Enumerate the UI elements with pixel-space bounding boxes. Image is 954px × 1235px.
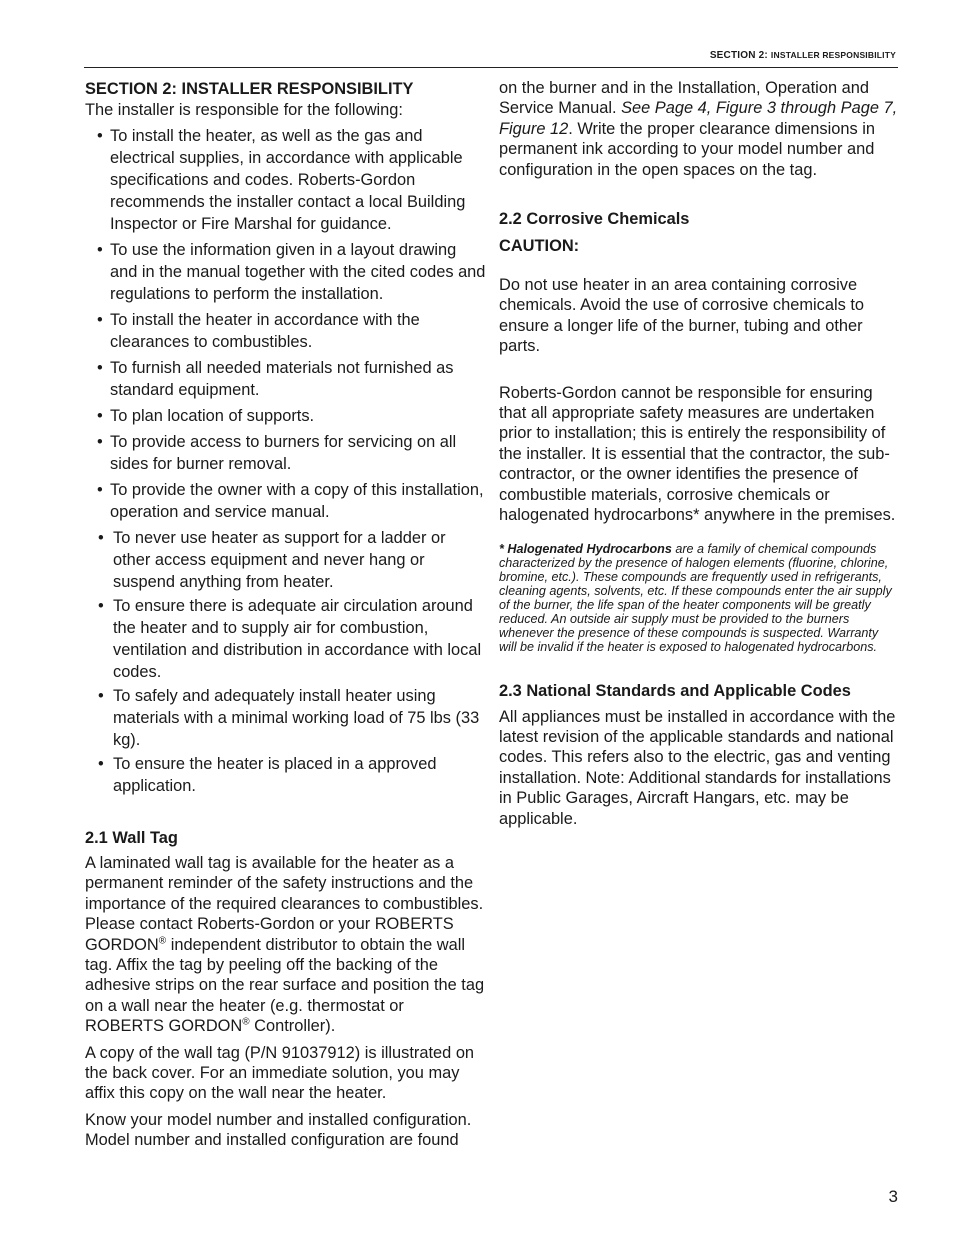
header-rule: [84, 67, 898, 68]
running-header: [710, 50, 896, 61]
section-intro: The installer is responsible for the following:: [85, 101, 403, 119]
list-item: • To ensure the heater is placed in a approved application.: [98, 755, 437, 795]
standards-heading: 2.3 National Standards and Applicable Codes: [499, 681, 851, 700]
corrosive-paragraph-2: Roberts-Gordon cannot be responsible for ensuring that all appropriate safety measures are undertaken prior to installation; this is entirely the responsibility of the installer. It is essential that the contractor, the sub-contractor, or the owner identifies the presence of combustible materials, corrosive chemicals or halogenated hydrocarbons* anywhere in the premises.: [499, 383, 896, 525]
list-item: • To provide the owner with a copy of this installation, operation and service manual.: [97, 481, 484, 521]
page-number: 3: [888, 1187, 898, 1206]
list-item: • To plan location of supports.: [97, 407, 315, 425]
list-item: • To ensure there is adequate air circulation around the heater and to supply air for combustion, ventilation and distribution in accordance with local codes.: [98, 597, 482, 681]
list-item: • To never use heater as support for a ladder or other access equipment and never hang or suspend anything from heater.: [98, 529, 446, 591]
wall-tag-paragraph-2: A copy of the wall tag (P/N 91037912) is illustrated on the back cover. For an immediate solution, you may affix this copy on the wall near the heater.: [85, 1043, 475, 1103]
wall-tag-paragraph-3: Know your model number and installed configuration. Model number and installed configuration are found: [85, 1110, 472, 1150]
list-item: • To use the information given in a layout drawing and in the manual together with the cited codes and regulations to perform the installation.: [97, 241, 486, 303]
responsibility-list: [85, 125, 487, 797]
list-item: • To safely and adequately install heater using materials with a minimal working load of 75 lbs (33 kg).: [98, 687, 480, 749]
running-header-title: INSTALLER RESPONSIBILITY: [770, 50, 896, 60]
standards-paragraph: All appliances must be installed in accordance with the latest revision of the applicable standards and national codes. This refers also to the electric, gas and venting installation. Note: Additional standards for installations in Public Garages, Aircraft Hangars, etc. may be applicable.: [499, 707, 896, 828]
wall-tag-paragraph-3-continued: on the burner and in the Installation, Operation and Service Manual. See Page 4, Figure 3 through Page 7, Figure 12. Write the proper clearance dimensions in permanent ink according to your model number and configuration in the open spaces on the tag.: [499, 79, 898, 179]
registered-mark: ®: [158, 935, 167, 947]
section-title: SECTION 2: INSTALLER RESPONSIBILITY: [85, 80, 414, 98]
list-item: • To provide access to burners for servicing on all sides for burner removal.: [97, 433, 457, 473]
left-column: [85, 78, 487, 1151]
corrosive-heading: 2.2 Corrosive Chemicals: [499, 210, 690, 229]
list-item: • To furnish all needed materials not furnished as standard equipment.: [97, 359, 454, 399]
right-column: [499, 78, 899, 829]
corrosive-paragraph-1: Do not use heater in an area containing corrosive chemicals. Avoid the use of corrosive chemicals to ensure a longer life of the burner, tubing and other parts.: [499, 276, 865, 356]
running-header-prefix: SECTION 2:: [709, 50, 771, 61]
footnote: * Halogenated Hydrocarbons are a family of chemical compounds characterized by the presence of halogen elements (fluorine, chlorine, bromine, etc.). These compounds are frequently used in refrigerants, cleaning agents, solvents, etc. If these compounds enter the air supply of the burner, the life span of the heater components will be greatly reduced. An outside air supply must be provided to the burners whenever the presence of these compounds is suspected. Warranty will be invalid if the heater is exposed to halogenated hydrocarbons.: [499, 541, 892, 654]
registered-mark: ®: [242, 1016, 250, 1028]
list-item: • To install the heater in accordance with the clearances to combustibles.: [97, 311, 420, 351]
list-item: • To install the heater, as well as the gas and electrical supplies, in accordance with applicable specifications and codes. Roberts-Gordon recommends the installer contact a local Building Inspector or Fire Marshal for guidance.: [97, 127, 466, 233]
wall-tag-heading: 2.1 Wall Tag: [85, 829, 178, 847]
wall-tag-paragraph-1: A laminated wall tag is available for the heater as a permanent reminder of the safety instructions and the importance of the required clearances to combustibles. Please contact Roberts-Gordon or your ROBERTS GORDON® independent distributor to obtain the wall tag. Affix the tag by peeling off the backing of the adhesive strips on the rear surface and position the tag on a wall near the heater (e.g. thermostat or ROBERTS GORDON® Controller).: [85, 854, 485, 1036]
caution-label: CAUTION:: [499, 237, 580, 256]
